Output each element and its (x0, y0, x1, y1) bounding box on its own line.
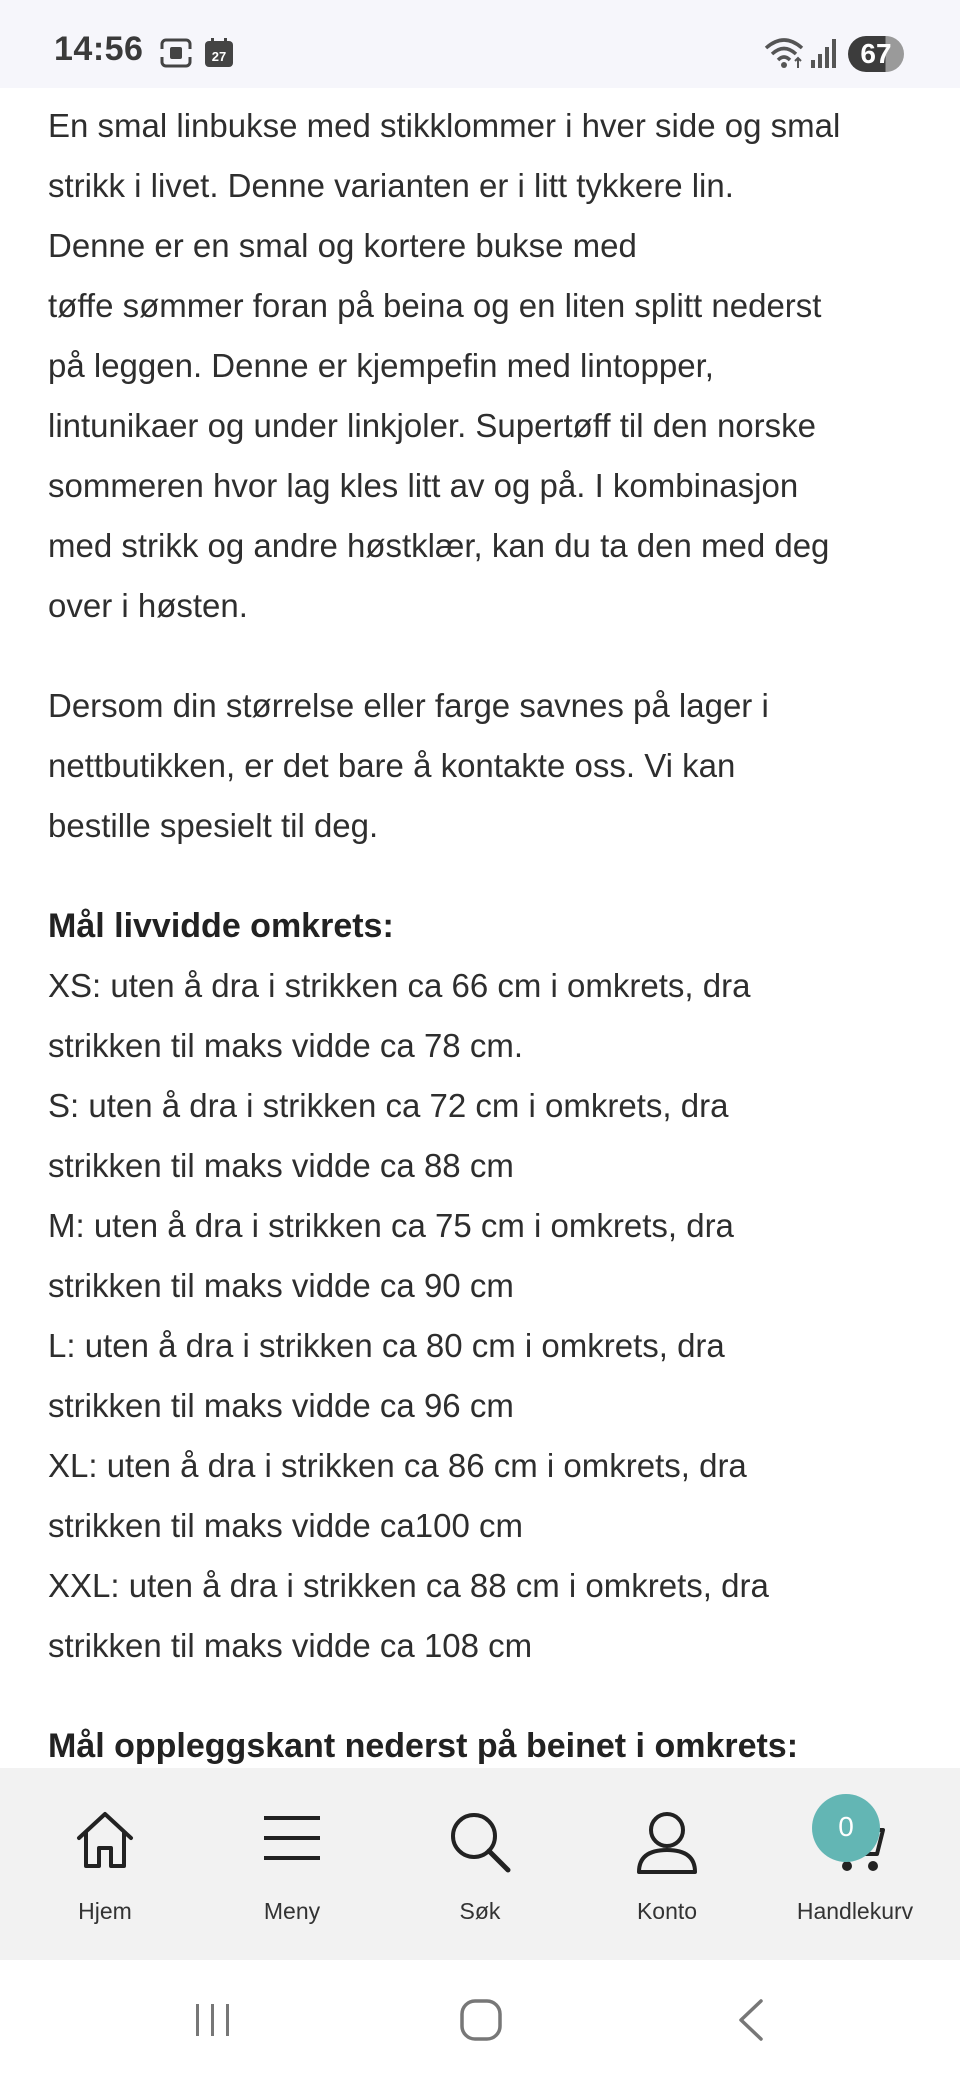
text-line: med strikk og andre høstklær, kan du ta den med deg (48, 527, 830, 564)
status-time: 14:56 (54, 30, 144, 68)
bottom-navigation (0, 1768, 960, 1960)
nav-home[interactable] (10, 1768, 200, 1960)
home-button-icon (459, 1998, 503, 2042)
size-line: S: uten å dra i strikken ca 72 cm i omkrets, dra (48, 1087, 729, 1124)
waist-measurements (48, 896, 918, 1676)
text-line: lintunikaer og under linkjoler. Supertøff til den norske (48, 407, 816, 444)
text-line: bestille spesielt til deg. (48, 807, 379, 844)
text-line: Dersom din størrelse eller farge savnes på lager i (48, 687, 769, 724)
size-line: L: uten å dra i strikken ca 80 cm i omkrets, dra (48, 1327, 725, 1364)
home-button[interactable] (421, 1960, 541, 2080)
paragraph-spacer (48, 856, 918, 896)
paragraph-spacer (48, 1676, 918, 1716)
product-description (48, 96, 918, 1768)
size-line: M: uten å dra i strikken ca 75 cm i omkrets, dra (48, 1207, 734, 1244)
size-line: XS: uten å dra i strikken ca 66 cm i omkrets, dra (48, 967, 751, 1004)
text-line: strikk i livet. Denne varianten er i litt tykkere lin. (48, 167, 734, 204)
text-line: sommeren hvor lag kles litt av og på. I kombinasjon (48, 467, 799, 504)
search-icon (448, 1810, 512, 1874)
recent-apps-icon (193, 2002, 233, 2038)
battery-icon: 67 (848, 36, 904, 72)
size-line: strikken til maks vidde ca 88 cm (48, 1147, 514, 1184)
nav-menu[interactable] (197, 1768, 387, 1960)
hem-heading: Mål oppleggskant nederst på beinet i omkrets: (48, 1727, 799, 1765)
nav-account-label: Konto (636, 1898, 698, 1924)
paragraph-spacer (48, 636, 918, 676)
text-line: over i høsten. (48, 587, 248, 624)
size-line: strikken til maks vidde ca 96 cm (48, 1387, 514, 1424)
size-line: XL: uten å dra i strikken ca 86 cm i omkrets, dra (48, 1447, 747, 1484)
nav-home-label: Hjem (78, 1898, 132, 1924)
calendar-icon (204, 38, 234, 73)
text-line: tøffe sømmer foran på beina og en liten splitt nederst (48, 287, 822, 324)
description-paragraph-1 (48, 96, 918, 636)
account-icon (635, 1810, 699, 1874)
nav-menu-label: Meny (263, 1898, 321, 1924)
nav-account[interactable] (572, 1768, 762, 1960)
description-paragraph-2 (48, 676, 918, 856)
text-line: nettbutikken, er det bare å kontakte oss. Vi kan (48, 747, 736, 784)
back-button[interactable] (690, 1960, 810, 2080)
signal-icon (810, 36, 838, 75)
size-line: strikken til maks vidde ca100 cm (48, 1507, 524, 1544)
system-navigation-bar (0, 1960, 960, 2080)
size-line: XXL: uten å dra i strikken ca 88 cm i omkrets, dra (48, 1567, 769, 1604)
size-line: strikken til maks vidde ca 90 cm (48, 1267, 514, 1304)
size-line: strikken til maks vidde ca 108 cm (48, 1627, 533, 1664)
calendar-day: 27 (211, 49, 227, 64)
text-line: En smal linbukse med stikklommer i hver side og smal (48, 107, 841, 144)
nav-search-label: Søk (459, 1898, 501, 1924)
status-bar (0, 0, 960, 88)
nav-cart-label: Handlekurv (796, 1898, 914, 1924)
text-line: på leggen. Denne er kjempefin med lintopper, (48, 347, 714, 384)
nav-search[interactable] (385, 1768, 575, 1960)
back-icon (735, 1998, 765, 2042)
cart-count-badge[interactable]: 0 (812, 1794, 880, 1862)
text-line: Denne er en smal og kortere bukse med (48, 227, 637, 264)
screenshot-icon (160, 38, 192, 73)
size-line: strikken til maks vidde ca 78 cm. (48, 1027, 523, 1064)
waist-heading: Mål livvidde omkrets: (48, 907, 394, 945)
recent-apps-button[interactable] (153, 1960, 273, 2080)
menu-icon (262, 1810, 322, 1866)
home-icon (73, 1810, 137, 1870)
wifi-icon (762, 34, 806, 75)
